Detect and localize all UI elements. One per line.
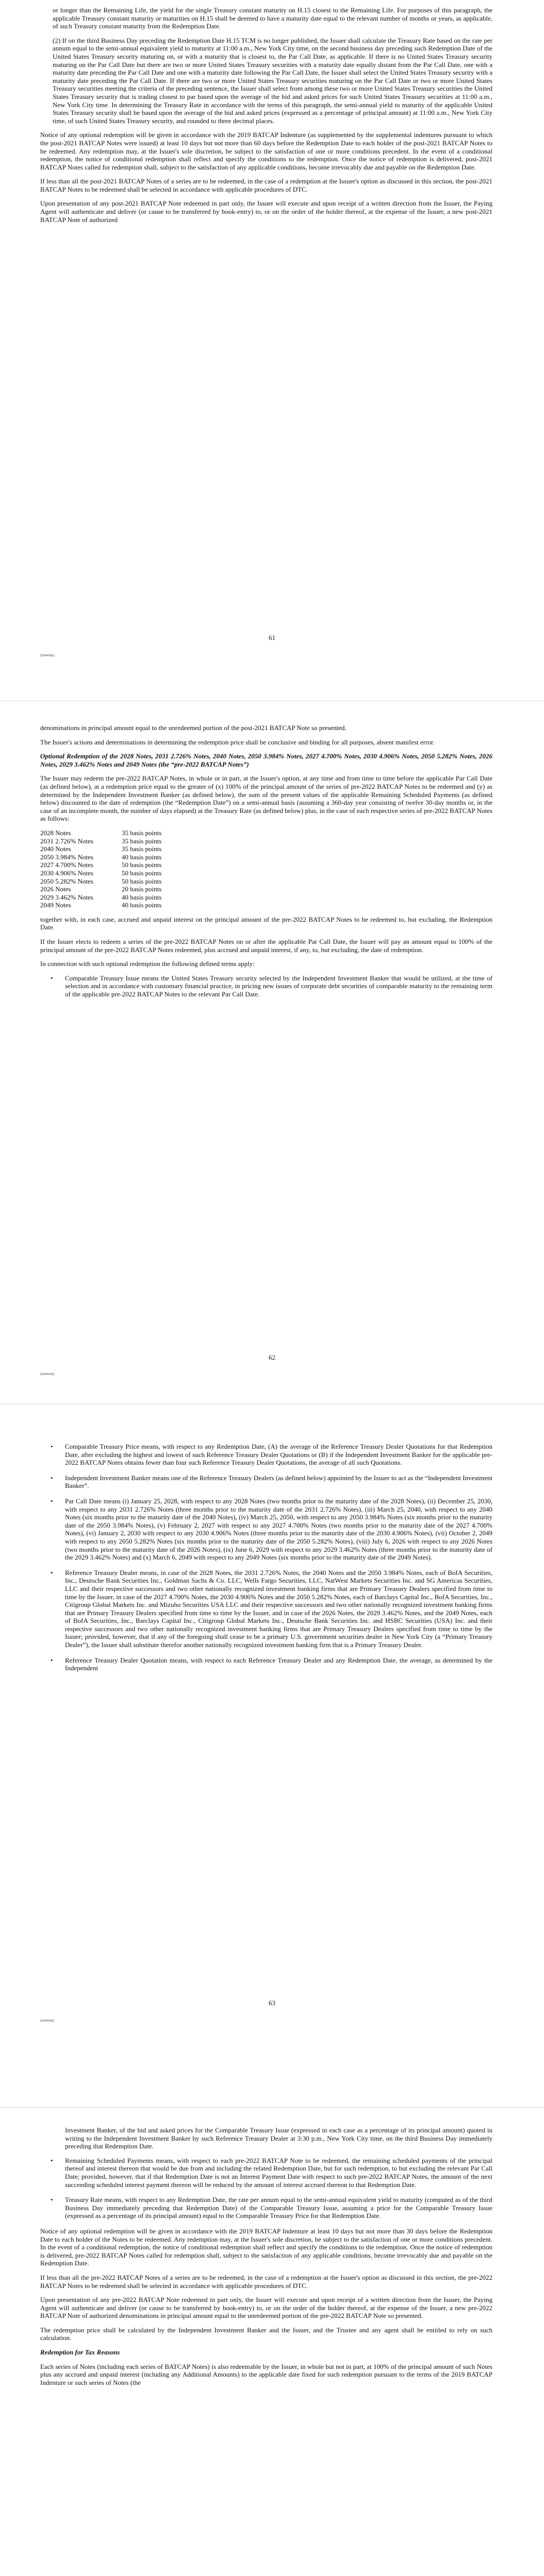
table-row: [40, 901, 161, 909]
paragraph: If less than all the pre-2022 BATCAP Notes of a series are to be redeemed, in the case of a redemption at the Issuer's option as discussed in this section, the pre-2022 BATCAP Notes to be redeemed shall be selected in accordance with applicable procedures of DTC.: [40, 2273, 492, 2290]
list-item: [40, 1569, 492, 1649]
list-item-text: Remaining Scheduled Payments means, with respect to each pre-2022 BATCAP Note to be redeemed, the remaining scheduled payments of the principal thereof and interest thereon that would be due from and including the related Redemption Date, but for such redemption, to but excluding the relevant Par Call Date; provided, however, that if that Redemption Date is not an Interest Payment Date with respect to such pre-2022 BATCAP Notes, the amount of the next succeeding scheduled interest payment thereon will be reduced by the amount of interest accrued thereon to that Redemption Date.: [65, 2156, 492, 2189]
points-cell: 50 basis points: [122, 861, 162, 869]
list-item: [40, 2157, 492, 2189]
bullet-icon: •: [51, 1656, 53, 1664]
series-cell: 2031 2.726% Notes: [40, 837, 93, 845]
paragraph: Investment Banker, of the bid and asked prices for the Comparable Treasury Issue (expressed in each case as a percentage of its principal amount) quoted in writing to the Independent Investment Banker by such Reference Treasury Dealer at 3:30 p.m., New York City time, on the third Business Day immediately preceding that Redemption Date.: [65, 2126, 492, 2150]
points-cell: 40 basis points: [122, 901, 162, 909]
page-separator: [0, 2107, 544, 2108]
paragraph: Notice of any optional redemption will be given in accordance with the 2019 BATCAP Indenture (as supplemented by the supplemental indentures pursuant to which the post-2021 BATCAP Notes were issued) at least 10 days but not more than 60 days before the Redemption Date to each holder of the post-2021 BATCAP Notes to be redeemed. Any redemption may, at the Issuer's sole discretion, be subject to the satisfaction of one or more conditions precedent. In the event of a conditional redemption, the notice of conditional redemption shall reflect and specify the conditions to the redemption. Once the notice of redemption is delivered, post-2021 BATCAP Notes called for redemption shall, subject to the satisfaction of any applicable conditions, become irrevocably due and payable on the Redemption Date.: [40, 131, 492, 171]
footer-code: [DN#9582]: [40, 2020, 55, 2023]
series-cell: 2040 Notes: [40, 845, 71, 853]
points-cell: 35 basis points: [122, 828, 162, 837]
paragraph: If the Issuer elects to redeem a series of the pre-2022 BATCAP Notes on or after the applicable Par Call Date, the Issuer will pay an amount equal to 100% of the principal amount of the pre-2022 BATCAP Notes redeemed, plus accrued and unpaid interest, if any, to, but excluding, the date of redemption.: [40, 938, 492, 954]
list-item: [40, 1656, 492, 1672]
paragraph: Notice of any optional redemption will be given in accordance with the 2019 BATCAP Indenture at least 10 days but not more than 30 days before the Redemption Date to each holder of the Notes to be redeemed. Any redemption may, at the Issuer's sole discretion, be subject to the satisfaction of one or more conditions precedent. In the event of a conditional redemption, the notice of conditional redemption shall reflect and specify the conditions to the redemption. Once the notice of redemption is delivered, pre-2022 BATCAP Notes called for redemption shall, subject to the satisfaction of any applicable conditions, become irrevocably due and payable on the Redemption Date.: [40, 2227, 492, 2267]
table-row: [40, 893, 161, 902]
series-cell: 2028 Notes: [40, 828, 71, 837]
bullet-icon: •: [51, 2156, 53, 2164]
list-item: [40, 1443, 492, 1467]
section-heading: Optional Redemption of the 2028 Notes, 2031 2.726% Notes, 2040 Notes, 2050 3.984% Notes, 2027 4.700% Notes, 2030 4.906% Notes, 2050 5.282% Notes, 2026 Notes, 2029 3.462% Notes and 2049 Notes (the “pre-2022 BATCAP Notes”): [40, 752, 492, 768]
bullet-icon: •: [51, 2196, 53, 2204]
points-cell: 35 basis points: [122, 845, 162, 853]
table-row: [40, 853, 161, 861]
definition-list: [40, 974, 492, 998]
paragraph: together with, in each case, accrued and unpaid interest on the principal amount of the pre-2022 BATCAP Notes to be redeemed to, but excluding, the Redemption Date.: [40, 915, 492, 931]
table-row: [40, 869, 161, 877]
list-item-text: Reference Treasury Dealer means, in case of the 2028 Notes, the 2031 2.726% Notes, the 2040 Notes and the 2050 3.984% Notes, each of BofA Securities, Inc., Deutsche Bank Securities Inc., Goldman Sachs & Co. LLC, Wells Fargo Securities, LLC, NatWest Markets Securities Inc. and SG Americas Securities, LLC and their respective successors and two other nationally recognized investment banking firms that are Primary Treasury Dealers specified from time to time by the Issuer, in case of the 2027 4.700% Notes, the 2030 4.906% Notes and the 2050 5.282% Notes, each of Barclays Capital Inc., BofA Securities, Inc., Citigroup Global Markets Inc. and Mizuho Securities USA LLC and their respective successors and two other nationally recognized investment banking firms that are Primary Treasury Dealers specified from time to time by the Issuer, and in case of the 2026 Notes, the 2029 3.462% Notes, and the 2049 Notes, each of BofA Securities, Inc., Barclays Capital Inc., Citigroup Global Markets Inc., Deutsche Bank Securities Inc. and HSBC Securities (USA) Inc. and their respective successors and two other nationally recognized investment banking firms that are Primary Treasury Dealers specified from time to time by the Issuer; provided, however, that if any of the foregoing shall cease to be a primary U.S. government securities dealer in New York City (a “Primary Treasury Dealer”), the Issuer shall substitute therefor another nationally recognized investment banking firm that is a Primary Treasury Dealer.: [65, 1568, 492, 1649]
points-cell: 40 basis points: [122, 893, 162, 901]
table-row: [40, 837, 161, 845]
series-cell: 2050 3.984% Notes: [40, 853, 93, 861]
points-cell: 50 basis points: [122, 869, 162, 877]
list-item-text: Par Call Date means (i) January 25, 2028, with respect to any 2028 Notes (two months prior to the maturity date of the 2028 Notes), (ii) December 25, 2030, with respect to any 2031 2.726% Notes (three months prior to the maturity date of the 2031 2.726% Notes), (iii) March 25, 2040, with respect to any 2040 Notes (six months prior to the maturity date of the 2040 Notes), (iv) March 25, 2050, with respect to any 2050 3.984% Notes (six months prior to the maturity date of the 2050 3.984% Notes), (v) February 2, 2027 with respect to any 2027 4.700% Notes (two months prior to the maturity date of the 2027 4.700% Notes), (vi) January 2, 2030 with respect to any 2030 4.906% Notes (three months prior to the maturity date of the 2030 4.906% Notes), (vii) October 2, 2049 with respect to any 2050 5.282% Notes (six months prior to the maturity date of the 2050 5.282% Notes), (viii) July 6, 2026 with respect to any 2026 Notes (two months prior to the maturity date of the 2026 Notes), (ix) June 6, 2029 with respect to any 2029 3.462% Notes (three months prior to the maturity date of the 2029 3.462% Notes) and (x) March 6, 2049 with respect to any 2049 Notes (six months prior to the maturity date of the 2049 Notes).: [65, 1497, 492, 1562]
definition-list: [40, 2157, 492, 2220]
points-cell: 40 basis points: [122, 853, 162, 861]
bullet-icon: •: [51, 1443, 53, 1450]
list-item-text: Treasury Rate means, with respect to any Redemption Date, the rate per annum equal to the semi-annual equivalent yield to maturity (computed as of the third Business Day immediately preceding that Redemption Date) of the Comparable Treasury Issue, assuming a price for the Comparable Treasury Issue (expressed as a percentage of its principal amount) equal to the Comparable Treasury Price for that Redemption Date.: [65, 2196, 492, 2220]
points-cell: 50 basis points: [122, 877, 162, 885]
bullet-icon: •: [51, 1497, 53, 1505]
table-row: [40, 861, 161, 869]
series-cell: 2029 3.462% Notes: [40, 893, 93, 901]
section-heading: Redemption for Tax Reasons: [40, 2348, 120, 2357]
series-cell: 2049 Notes: [40, 901, 71, 909]
paragraph: Upon presentation of any pre-2022 BATCAP Note redeemed in part only, the Issuer will execute and upon receipt of a written direction from the Issuer, the Paying Agent will authenticate and deliver (or cause to be transferred by book-entry) to, or on the order of the holder thereof, at the expense of the Issuer, a new pre-2022 BATCAP Note of authorized denominations in principal amount equal to the unredeemed portion of the pre-2022 BATCAP Note so presented.: [40, 2296, 492, 2320]
points-cell: 20 basis points: [122, 885, 162, 893]
series-cell: 2050 5.282% Notes: [40, 877, 93, 885]
page-number: 62: [269, 1353, 275, 1361]
paragraph: Each series of Notes (including each series of BATCAP Notes) is also redeemable by the Issuer, in whole but not in part, at 100% of the principal amount of such Notes plus any accrued and unpaid interest (including any Additional Amounts) to the applicable date fixed for such redemption pursuant to the terms of the 2019 BATCAP Indenture or such series of Notes (the: [40, 2362, 492, 2386]
points-cell: 35 basis points: [122, 837, 162, 845]
paragraph: In connection with such optional redemption the following defined terms apply:: [40, 960, 255, 968]
page-number: 61: [269, 634, 275, 641]
footer-code: [DN#9582]: [40, 1373, 55, 1376]
list-item: [40, 1497, 492, 1562]
bullet-icon: •: [51, 1568, 53, 1577]
list-item-text: Reference Treasury Dealer Quotation means, with respect to each Reference Treasury Dealer and any Redemption Date, the average, as determined by the Independent: [65, 1656, 492, 1672]
paragraph: or longer than the Remaining Life, the yield for the single Treasury constant maturity on H.15 closest to the Remaining Life. For purposes of this paragraph, the applicable Treasury constant maturity or maturities on H.15 shall be deemed to have a maturity date equal to the relevant number of months or years, as applicable, of such Treasury constant maturity from the Redemption Date.: [53, 6, 492, 30]
bullet-icon: •: [51, 974, 53, 982]
list-item: [40, 1474, 492, 1490]
list-item-text: Comparable Treasury Price means, with respect to any Redemption Date, (A) the average of the Reference Treasury Dealer Quotations for that Redemption Date, after excluding the highest and lowest of such Reference Treasury Dealer Quotations or (B) if the Independent Investment Banker for the applicable pre-2022 BATCAP Notes obtains fewer than four such Reference Treasury Dealer Quotations, the average of all such Quotations.: [65, 1443, 492, 1467]
paragraph: The Issuer may redeem the pre-2022 BATCAP Notes, in whole or in part, at the Issuer's option, at any time and from time to time before the applicable Par Call Date (as defined below), at a redemption price equal to the greater of (x) 100% of the principal amount of the series of pre-2022 BATCAP Notes to be redeemed and (y) as determined by the Independent Investment Banker (as defined below), the sum of the present values of the applicable Remaining Scheduled Payments (as defined below) discounted to the date of redemption (the “Redemption Date”) on a semi-annual basis (assuming a 360-day year consisting of twelve 30-day months or, in the case of an incomplete month, the number of days elapsed) at the Treasury Rate (as defined below) plus, in the case of each respective series of pre-2022 BATCAP Notes as follows:: [40, 774, 492, 823]
paragraph: denominations in principal amount equal to the unredeemed portion of the post-2021 BATCAP Note so presented.: [40, 724, 347, 732]
table-row: [40, 829, 161, 837]
page-number: 63: [269, 1999, 275, 2007]
list-item-text: Comparable Treasury Issue means the United States Treasury security selected by the Independent Investment Banker that would be utilized, at the time of selection and in accordance with customary financial practice, in pricing new issues of corporate debt securities of comparable maturity to the remaining term of the applicable pre-2022 BATCAP Notes to the relevant Par Call Date.: [65, 974, 492, 998]
list-item: [40, 2196, 492, 2220]
paragraph: (2) If on the third Business Day preceding the Redemption Date H.15 TCM is no longer published, the Issuer shall calculate the Treasury Rate based on the rate per annum equal to the semi-annual equivalent yield to maturity at 11:00 a.m., New York City time, on the second business day preceding such Redemption Date of the United States Treasury security maturing on, or with a maturity that is closest to, the Par Call Date, as applicable. If there is no United States Treasury security maturing on the Par Call Date but there are two or more United States Treasury securities with a maturity date equally distant from the Par Call Date, one with a maturity date preceding the Par Call Date and one with a maturity date following the Par Call Date, the Issuer shall select the United States Treasury security with a maturity date preceding the Par Call Date. If there are two or more United States Treasury securities maturing on the Par Call Date or two or more United States Treasury securities meeting the criteria of the preceding sentence, the Issuer shall select from among these two or more United States Treasury securities the United States Treasury security that is trading closest to par based upon the average of the bid and asked prices for such United States Treasury securities at 11:00 a.m., New York City time. In determining the Treasury Rate in accordance with the terms of this paragraph, the semi-annual yield to maturity of the applicable United States Treasury security shall be based upon the average of the bid and asked prices (expressed as a percentage of principal amount) at 11:00 a.m., New York City time, of such United States Treasury security, and rounded to three decimal places.: [53, 36, 492, 125]
list-item: [40, 974, 492, 998]
paragraph: The Issuer's actions and determinations in determining the redemption price shall be conclusive and binding for all purposes, absent manifest error.: [40, 738, 435, 746]
bullet-icon: •: [51, 1473, 53, 1482]
definition-list: [40, 1443, 492, 1672]
series-cell: 2027 4.700% Notes: [40, 861, 93, 869]
table-row: [40, 885, 161, 893]
footer-code: [DN#9582]: [40, 654, 55, 657]
paragraph: The redemption price shall be calculated by the Independent Investment Banker and the Issuer, and the Trustee and any agent shall be entitled to rely on such calculation.: [40, 2326, 492, 2342]
paragraph: If less than all the post-2021 BATCAP Notes of a series are to be redeemed, in the case of a redemption at the Issuer's option as discussed in this section, the post-2021 BATCAP Notes to be redeemed shall be selected in accordance with applicable procedures of DTC.: [40, 177, 492, 193]
table-row: [40, 877, 161, 886]
spread-table: [40, 829, 161, 909]
series-cell: 2026 Notes: [40, 885, 71, 893]
series-cell: 2030 4.906% Notes: [40, 869, 93, 877]
table-row: [40, 845, 161, 853]
list-item-text: Independent Investment Banker means one of the Reference Treasury Dealers (as defined below) appointed by the Issuer to act as the “Independent Investment Banker”.: [65, 1473, 492, 1490]
paragraph: Upon presentation of any post-2021 BATCAP Note redeemed in part only, the Issuer will execute and upon receipt of a written direction from the Issuer, the Paying Agent will authenticate and deliver (or cause to be transferred by book-entry) to, or on the order of the holder thereof, at the expense of the Issuer, a new post-2021 BATCAP Note of authorized: [40, 199, 492, 224]
